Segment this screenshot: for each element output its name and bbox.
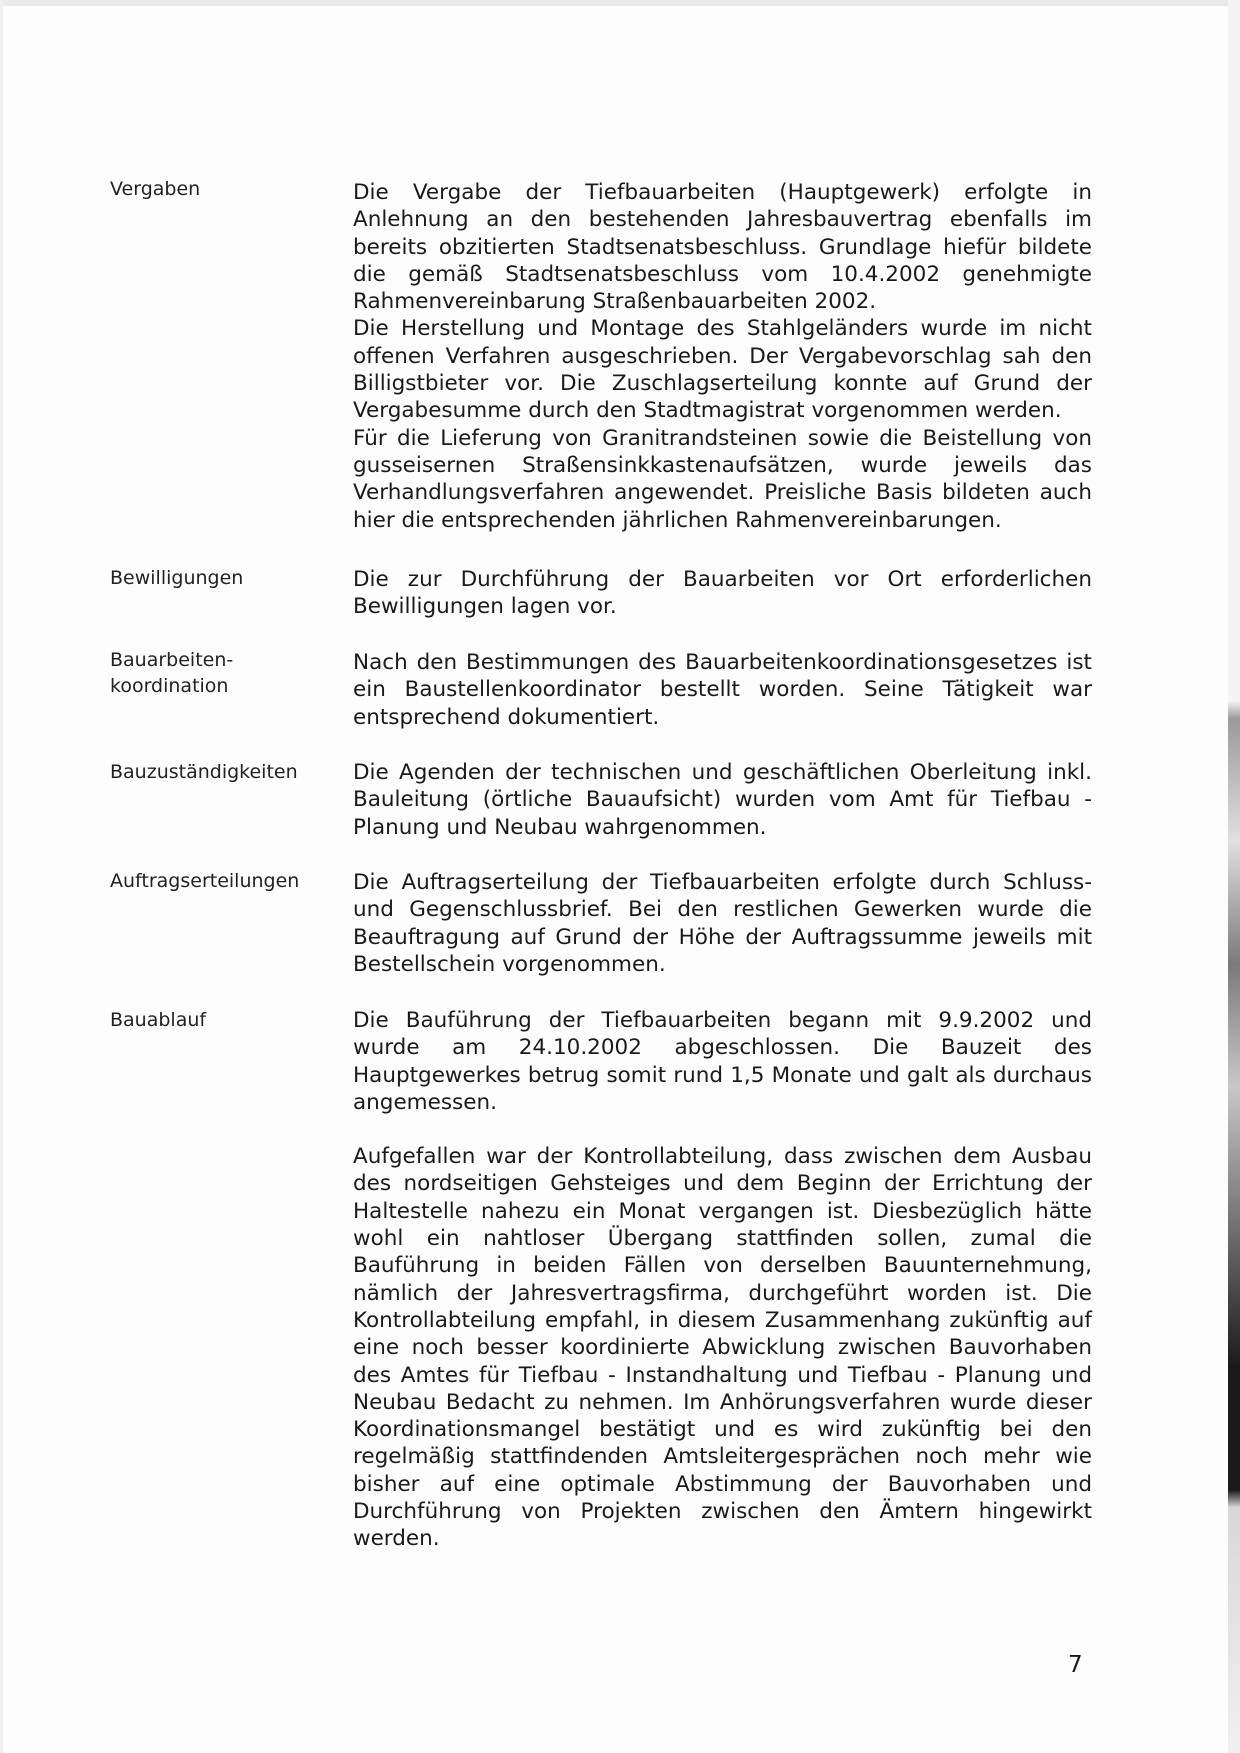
scan-edge-top	[0, 0, 1240, 6]
scan-edge-right	[1228, 0, 1240, 1753]
paragraph: Nach den Bestimmungen des Bauarbeitenkoordinationsgesetzes ist ein Baustellenkoordinator bestellt worden. Seine Tätigkeit war entsprechend dokumentiert.	[353, 650, 1092, 730]
label-line: Bauarbeiten-	[110, 649, 234, 671]
section-body-bauarbeitenkoordination	[353, 649, 1092, 731]
section-label-vergaben: Vergaben	[110, 178, 201, 200]
section-label-bauzustaendigkeiten: Bauzuständigkeiten	[110, 761, 298, 783]
paragraph: Aufgefallen war der Kontrollabteilung, dass zwischen dem Ausbau des nordseitigen Gehsteiges und dem Beginn der Errichtung der Haltestelle nahezu ein Monat vergangen ist. Diesbezüglich hätte wohl ein nahtloser Übergang stattfinden sollen, zumal die Bauführung in beiden Fällen von derselben Bauunternehmung, nämlich der Jahresvertragsfirma, durchgeführt worden ist. Die Kontrollabteilung empfahl, in diesem Zusammenhang zukünftig auf eine noch besser koordinierte Abwicklung zwischen Bauvorhaben des Amtes für Tiefbau - Instandhaltung und Tiefbau - Planung und Neubau Bedacht zu nehmen. Im Anhörungsverfahren wurde dieser Koordinationsmangel bestätigt und es wird zukünftig bei den regelmäßig stattfindenden Amtsleitergesprächen noch mehr wie bisher auf eine optimale Abstimmung der Bauvorhaben und Durchführung von Projekten zwischen den Ämtern hingewirkt werden.	[353, 1144, 1092, 1552]
paragraph: Die Bauführung der Tiefbauarbeiten begann mit 9.9.2002 und wurde am 24.10.2002 abgeschlossen. Die Bauzeit des Hauptgewerkes betrug somit rund 1,5 Monate und galt als durchaus angemessen.	[353, 1008, 1092, 1115]
paragraph: Die Vergabe der Tiefbauarbeiten (Hauptgewerk) erfolgte in Anlehnung an den bestehenden Jahresbauvertrag ebenfalls im bereits obzitierten Stadtsenatsbeschluss. Grundlage hiefür bildete die gemäß Stadtsenatsbeschluss vom 10.4.2002 genehmigte Rahmenvereinbarung Straßenbauarbeiten 2002.	[353, 180, 1092, 315]
label-line: koordination	[110, 675, 229, 697]
section-label-bewilligungen: Bewilligungen	[110, 567, 244, 589]
section-label-auftragserteilungen: Auftragserteilungen	[110, 870, 300, 892]
paragraph: Die Auftragserteilung der Tiefbauarbeiten erfolgte durch Schluss- und Gegenschlussbrief. Bei den restlichen Gewerken wurde die Beauftragung auf Grund der Höhe der Auftragssumme jeweils mit Bestellschein vorgenommen.	[353, 870, 1092, 977]
page-number: 7	[1068, 1652, 1083, 1678]
scan-edge-left	[0, 0, 3, 1753]
section-body-auftragserteilungen	[353, 869, 1092, 978]
paragraph: Die Herstellung und Montage des Stahlgeländers wurde im nicht offenen Verfahren ausgeschrieben. Der Vergabevorschlag sah den Billigstbieter vor. Die Zuschlagserteilung konnte auf Grund der Vergabesumme durch den Stadtmagistrat vorgenommen werden.	[353, 316, 1092, 424]
section-body-bewilligungen	[353, 566, 1092, 621]
paragraph: Die zur Durchführung der Bauarbeiten vor Ort erforderlichen Bewilligungen lagen vor.	[353, 567, 1092, 620]
paragraph: Die Agenden der technischen und geschäftlichen Oberleitung inkl. Bauleitung (örtliche Bauaufsicht) wurden vom Amt für Tiefbau - Planung und Neubau wahrgenommen.	[353, 760, 1092, 840]
section-body-bauzustaendigkeiten	[353, 759, 1092, 841]
section-label-bauarbeitenkoordination	[110, 647, 310, 699]
section-body-vergaben	[353, 179, 1092, 534]
section-body-bauablauf	[353, 1007, 1092, 1553]
paragraph: Für die Lieferung von Granitrandsteinen sowie die Beistellung von gusseisernen Straßensinkkastenaufsätzen, wurde jeweils das Verhandlungsverfahren angewendet. Preisliche Basis bildeten auch hier die entsprechenden jährlichen Rahmenvereinbarungen.	[353, 425, 1092, 533]
section-label-bauablauf: Bauablauf	[110, 1009, 207, 1031]
